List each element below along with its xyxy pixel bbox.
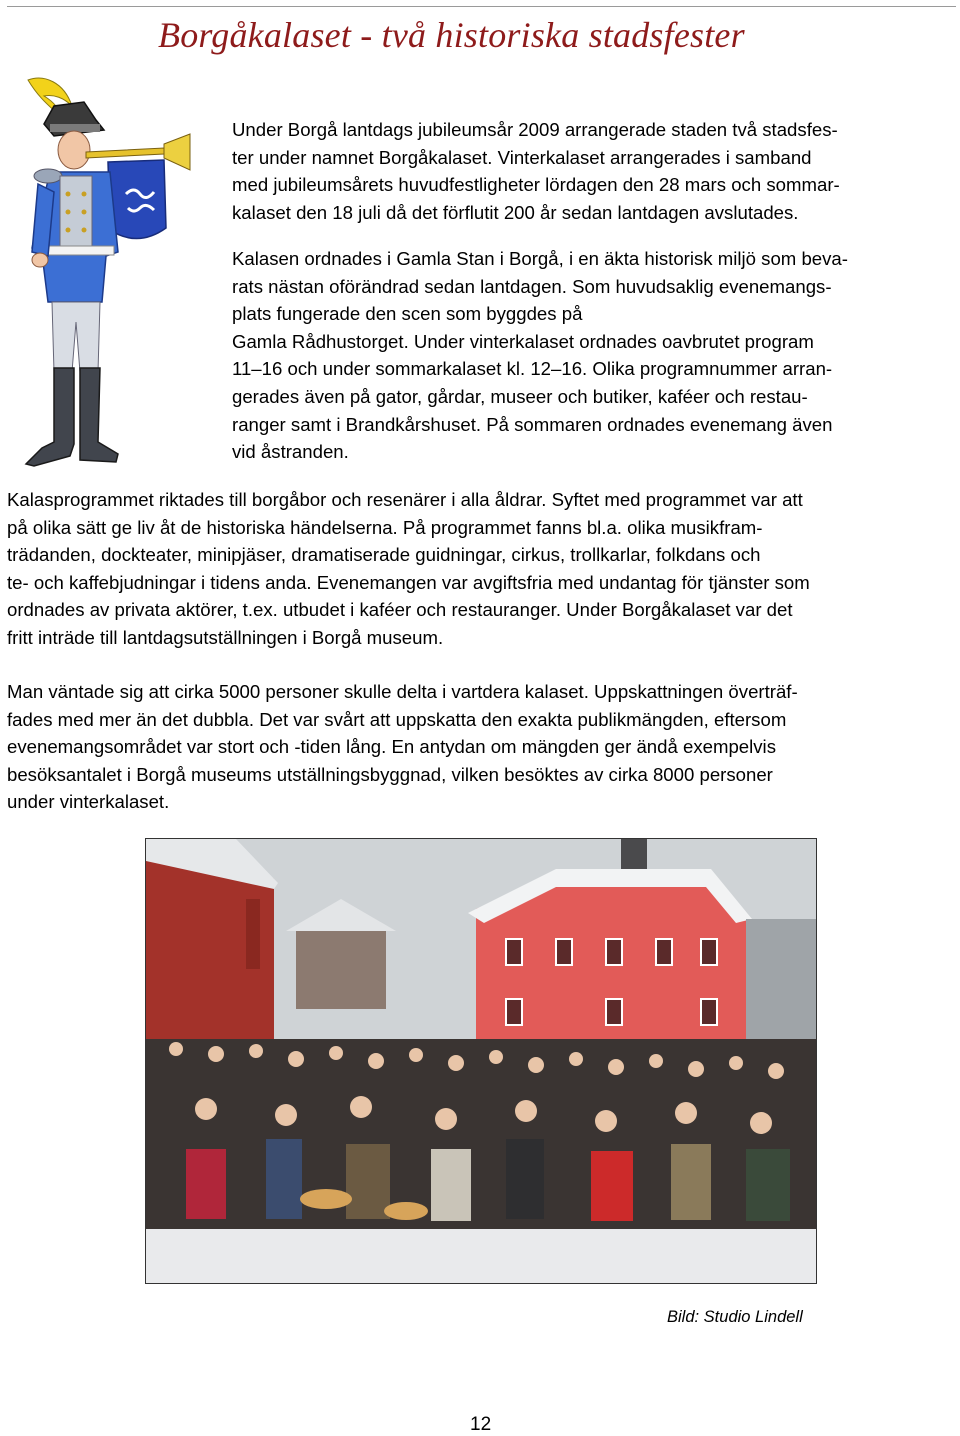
text-line: under vinterkalaset. xyxy=(7,791,170,813)
text-line: Gamla Rådhustorget. Under vinterkalaset ordnades oavbrutet program xyxy=(232,330,814,352)
text-line: Man väntade sig att cirka 5000 personer skulle delta i vartdera kalaset. Uppskattningen överträf- xyxy=(7,681,798,702)
text-line: evenemangsområdet var stort och -tiden lång. En antydan om mängden ger ändå exempelvis xyxy=(7,736,776,758)
text-line: trädanden, dockteater, minipjäser, dramatiserade guidningar, cirkus, trollkarlar, folkdans och xyxy=(7,544,761,566)
page-number: 12 xyxy=(470,1414,492,1435)
program-paragraph xyxy=(7,486,951,652)
text-line: med jubileumsårets huvudfestligheter lördagen den 28 mars och sommar- xyxy=(232,174,840,196)
text-line: vid åstranden. xyxy=(232,441,349,463)
text-line: Under Borgå lantdags jubileumsår 2009 arrangerade staden två stadsfes- xyxy=(232,119,838,140)
text-line: besöksantalet i Borgå museums utställningsbyggnad, vilken besöktes av cirka 8000 personer xyxy=(7,763,773,785)
top-rule xyxy=(7,6,956,7)
text-line: Kalasprogrammet riktades till borgåbor och resenärer i alla åldrar. Syftet med programmet var att xyxy=(7,489,803,510)
festival-crowd-photo xyxy=(145,838,817,1284)
text-line: gerades även på gator, gårdar, museer och butiker, kaféer och restau- xyxy=(232,385,808,407)
photo-caption: Bild: Studio Lindell xyxy=(667,1308,803,1326)
text-line: fades med mer än det dubbla. Det var svårt att uppskatta den exakta publikmängden, eftersom xyxy=(7,708,787,730)
intro-paragraph xyxy=(232,116,944,226)
text-line: ter under namnet Borgåkalaset. Vinterkalaset arrangerades i samband xyxy=(232,146,812,168)
attendance-paragraph xyxy=(7,678,947,816)
text-line: 11–16 och under sommarkalaset kl. 12–16. Olika programnummer arran- xyxy=(232,358,833,380)
text-line: på olika sätt ge liv åt de historiska händelserna. På programmet fanns bl.a. olika musikfram- xyxy=(7,516,763,538)
text-line: rats nästan oförändrad sedan lantdagen. Som huvudsaklig evenemangs- xyxy=(232,275,832,297)
text-line: ranger samt i Brandkårshuset. På sommaren ordnades evenemang även xyxy=(232,413,833,435)
text-line: plats fungerade den scen som byggdes på xyxy=(232,303,583,325)
page-title: Borgåkalaset - två historiska stadsfester xyxy=(158,15,745,55)
text-line: te- och kaffebjudningar i tidens anda. Evenemangen var avgiftsfria med undantag för tjänster som xyxy=(7,571,810,593)
venue-paragraph xyxy=(232,245,954,466)
text-line: Kalasen ordnades i Gamla Stan i Borgå, i en äkta historisk miljö som beva- xyxy=(232,248,848,269)
text-line: ordnades av privata aktörer, t.ex. utbudet i kaféer och restauranger. Under Borgåkalaset var det xyxy=(7,599,793,621)
trumpeter-illustration xyxy=(14,72,214,474)
text-line: kalaset den 18 juli då det förflutit 200 år sedan lantdagen avslutades. xyxy=(232,201,799,223)
text-line: fritt inträde till lantdagsutställningen i Borgå museum. xyxy=(7,626,444,648)
